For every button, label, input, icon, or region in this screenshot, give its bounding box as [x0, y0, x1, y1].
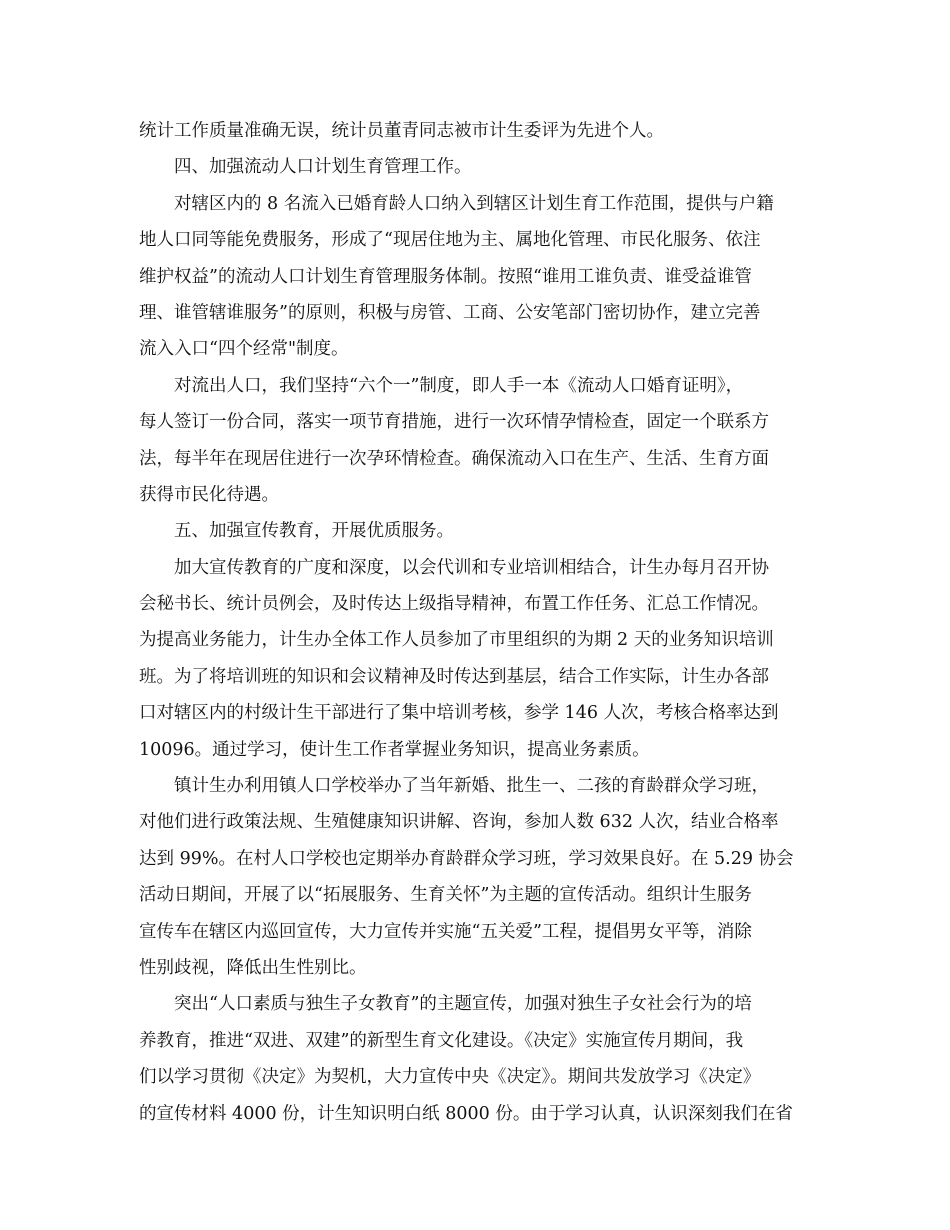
- text-line: 性别歧视，降低出生性别比。: [139, 957, 367, 978]
- text-line: 统计工作质量准确无误，统计员董青同志被市计生委评为先进个人。: [139, 121, 664, 141]
- text-line: 理、谁管辖谁服务”的原则，积极与房管、工商、公安笔部门密切协作，建立完善: [139, 302, 761, 323]
- text-line: 对流出人口，我们坚持“六个一”制度，即人手一本《流动人口婚育证明》，: [174, 375, 744, 396]
- text-line: 四、加强流动人口计划生育管理工作。: [174, 157, 472, 178]
- text-line: 的宣传材料 4000 份，计生知识明白纸 8000 份。由于学习认真，认识深刻我们在省: [139, 1103, 793, 1124]
- text-line: 达到 99%。在村人口学校也定期举办育龄群众学习班，学习效果良好。在 5.29 协会: [139, 848, 794, 869]
- text-line: 对辖区内的 8 名流入已婚育龄人口纳入到辖区计划生育工作范围，提供与户籍: [174, 193, 774, 214]
- text-line: 对他们进行政策法规、生殖健康知识讲解、咨询，参加人数 632 人次，结业合格率: [139, 812, 779, 833]
- text-line: 维护权益”的流动人口计划生育管理服务体制。按照“谁用工谁负责、谁受益谁管: [139, 266, 752, 287]
- text-line: 为提高业务能力，计生办全体工作人员参加了市里组织的为期 2 天的业务知识培训: [139, 630, 774, 651]
- text-line: 突出“人口素质与独生子女教育”的主题宣传，加强对独生子女社会行为的培: [174, 994, 752, 1015]
- text-line: 法，每半年在现居住进行一次孕环情检查。确保流动入口在生产、生活、生育方面: [139, 448, 769, 469]
- text-line: 养教育，推进“双进、双建”的新型生育文化建设。《决定》实施宣传月期间，我: [139, 1030, 744, 1051]
- text-line: 活动日期间，开展了以“拓展服务、生育关怀”为主题的宣传活动。组织计生服务: [139, 885, 752, 906]
- text-line: 们以学习贯彻《决定》为契机，大力宣传中央《决定》。期间共发放学习《决定》: [139, 1067, 761, 1088]
- text-line: 班。为了将培训班的知识和会议精神及时传达到基层，结合工作实际，计生办各部: [139, 666, 769, 687]
- text-line: 每人签订一份合同，落实一项节育措施，进行一次环情孕情检查，固定一个联系方: [139, 412, 769, 433]
- text-line: 五、加强宣传教育，开展优质服务。: [174, 521, 454, 542]
- text-line: 流入入口“四个经常"制度。: [139, 339, 349, 360]
- text-line: 10096。通过学习，使计生工作者掌握业务知识，提高业务素质。: [139, 739, 650, 760]
- text-line: 镇计生办利用镇人口学校举办了当年新婚、批生一、二孩的育龄群众学习班，: [174, 776, 769, 797]
- text-line: 宣传车在辖区内巡回宣传，大力宣传并实施“五关爱”工程，提倡男女平等，消除: [139, 921, 752, 942]
- document-body: [139, 113, 815, 1132]
- text-line: 口对辖区内的村级计生干部进行了集中培训考核，参学 146 人次，考核合格率达到: [139, 703, 779, 724]
- text-line: 获得市民化待遇。: [139, 484, 279, 505]
- text-line: 地人口同等能免费服务，形成了“现居住地为主、属地化管理、市民化服务、依注: [139, 230, 761, 251]
- text-line: 加大宣传教育的广度和深度，以会代训和专业培训相结合，计生办每月召开协: [174, 557, 769, 578]
- text-line: 会秘书长、统计员例会，及时传达上级指导精神，布置工作任务、汇总工作情况。: [139, 594, 769, 615]
